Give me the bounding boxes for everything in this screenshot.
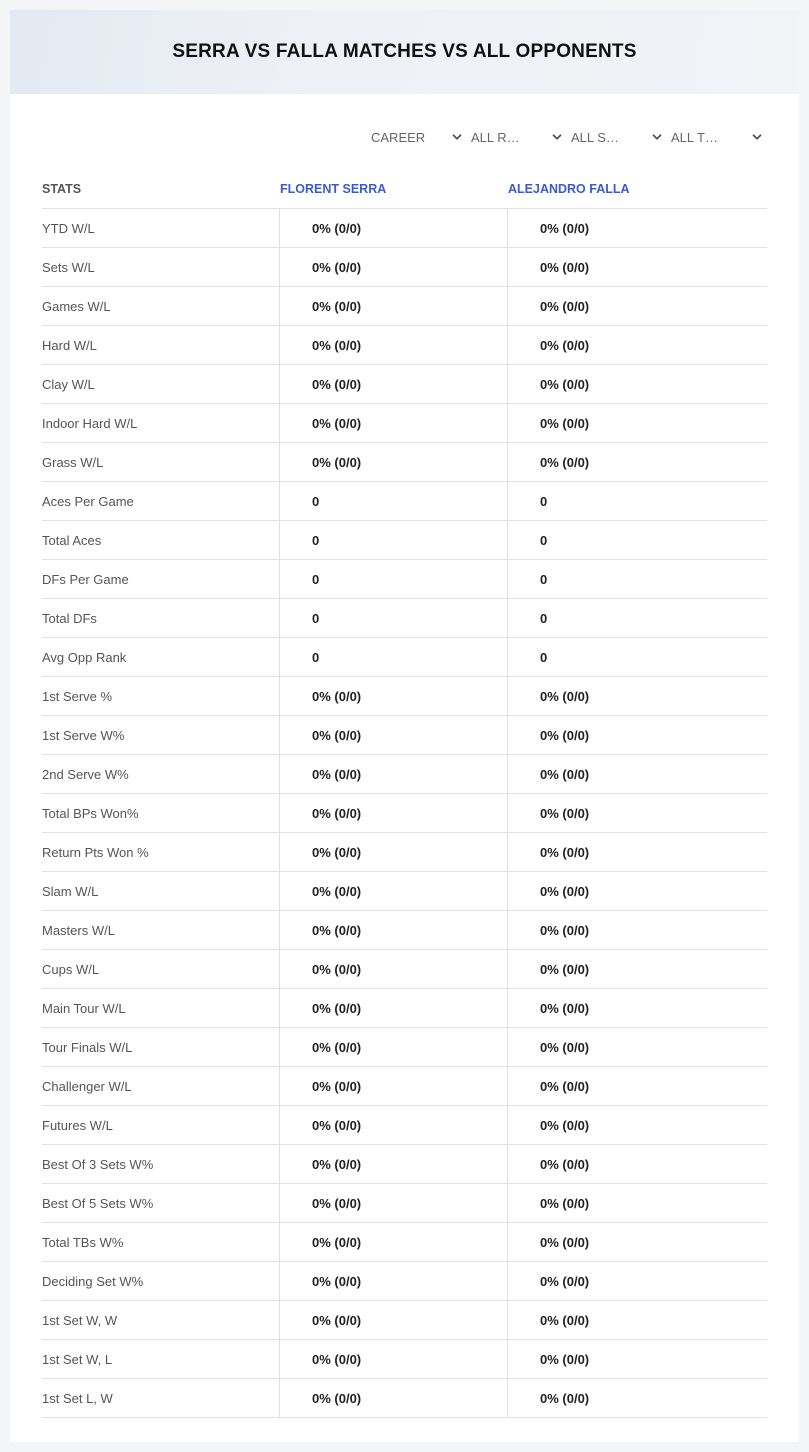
table-row <box>42 989 767 1028</box>
player2-value: 0% (0/0) <box>540 1390 590 1406</box>
player2-value: 0% (0/0) <box>540 454 590 470</box>
stat-label: Indoor Hard W/L <box>42 404 280 442</box>
surface-filter[interactable] <box>567 127 667 147</box>
player2-value: 0% (0/0) <box>540 1000 590 1016</box>
player1-value: 0% (0/0) <box>280 365 508 403</box>
player1-value: 0% (0/0) <box>280 1028 508 1066</box>
player2-value: 0% (0/0) <box>540 961 590 977</box>
stat-label: Masters W/L <box>42 911 280 949</box>
stat-label: Slam W/L <box>42 872 280 910</box>
stat-label: Sets W/L <box>42 248 280 286</box>
stat-label: Games W/L <box>42 287 280 325</box>
table-row <box>42 443 767 482</box>
stat-label: Grass W/L <box>42 443 280 481</box>
stat-label: Hard W/L <box>42 326 280 364</box>
table-row <box>42 1067 767 1106</box>
table-row <box>42 1223 767 1262</box>
player1-value: 0 <box>280 599 508 637</box>
player2-value: 0 <box>540 610 548 626</box>
player1-value: 0% (0/0) <box>280 950 508 988</box>
table-row <box>42 521 767 560</box>
table-row <box>42 1145 767 1184</box>
table-row <box>42 638 767 677</box>
table-row <box>42 482 767 521</box>
table-row <box>42 950 767 989</box>
player1-value: 0% (0/0) <box>280 989 508 1027</box>
player2-value: 0% (0/0) <box>540 1273 590 1289</box>
player2-value: 0% (0/0) <box>540 1195 590 1211</box>
player2-column-header[interactable]: ALEJANDRO FALLA <box>508 182 630 196</box>
table-row <box>42 1301 767 1340</box>
tournament-filter[interactable] <box>667 127 767 147</box>
page-title: SERRA VS FALLA MATCHES VS ALL OPPONENTS <box>172 41 637 62</box>
stat-label: Tour Finals W/L <box>42 1028 280 1066</box>
table-row <box>42 1106 767 1145</box>
table-row <box>42 755 767 794</box>
player2-value: 0% (0/0) <box>540 883 590 899</box>
player1-value: 0% (0/0) <box>280 248 508 286</box>
round-filter[interactable] <box>467 127 567 147</box>
player1-value: 0% (0/0) <box>280 1340 508 1378</box>
player2-value: 0% (0/0) <box>540 1312 590 1328</box>
player2-value: 0% (0/0) <box>540 1078 590 1094</box>
chevron-down-icon <box>651 131 663 143</box>
stat-label: Challenger W/L <box>42 1067 280 1105</box>
filter-value: ALL T… <box>671 129 718 145</box>
player1-value: 0% (0/0) <box>280 1262 508 1300</box>
table-row <box>42 716 767 755</box>
player2-value: 0 <box>540 493 548 509</box>
table-row <box>42 365 767 404</box>
stat-label: Return Pts Won % <box>42 833 280 871</box>
table-row <box>42 677 767 716</box>
player2-value: 0% (0/0) <box>540 1234 590 1250</box>
stat-label: Total DFs <box>42 599 280 637</box>
player2-value: 0% (0/0) <box>540 805 590 821</box>
player2-value: 0% (0/0) <box>540 1351 590 1367</box>
table-row <box>42 1340 767 1379</box>
player1-value: 0% (0/0) <box>280 833 508 871</box>
player1-value: 0% (0/0) <box>280 404 508 442</box>
player2-value: 0 <box>540 649 548 665</box>
table-row <box>42 794 767 833</box>
stat-label: YTD W/L <box>42 209 280 247</box>
filter-value: CAREER <box>371 129 426 145</box>
player1-value: 0% (0/0) <box>280 287 508 325</box>
player1-value: 0% (0/0) <box>280 209 508 247</box>
player2-value: 0% (0/0) <box>540 922 590 938</box>
player1-value: 0% (0/0) <box>280 1145 508 1183</box>
player1-value: 0% (0/0) <box>280 1223 508 1261</box>
stat-label: Deciding Set W% <box>42 1262 280 1300</box>
table-row <box>42 560 767 599</box>
player2-value: 0 <box>540 532 548 548</box>
stats-table <box>42 170 767 1418</box>
player1-column-header[interactable]: FLORENT SERRA <box>280 182 387 196</box>
table-body <box>42 209 767 1418</box>
player1-value: 0% (0/0) <box>280 872 508 910</box>
player1-value: 0% (0/0) <box>280 677 508 715</box>
player1-value: 0% (0/0) <box>280 1067 508 1105</box>
filter-value: ALL S… <box>571 129 619 145</box>
table-row <box>42 248 767 287</box>
player1-value: 0% (0/0) <box>280 1106 508 1144</box>
table-row <box>42 1184 767 1223</box>
chevron-down-icon <box>751 131 763 143</box>
player1-value: 0% (0/0) <box>280 1301 508 1339</box>
stat-label: 2nd Serve W% <box>42 755 280 793</box>
player1-value: 0% (0/0) <box>280 716 508 754</box>
table-row <box>42 1028 767 1067</box>
player1-value: 0 <box>280 638 508 676</box>
stat-label: Clay W/L <box>42 365 280 403</box>
player2-value: 0% (0/0) <box>540 1039 590 1055</box>
player1-value: 0% (0/0) <box>280 326 508 364</box>
player1-value: 0% (0/0) <box>280 794 508 832</box>
stat-label: Best Of 3 Sets W% <box>42 1145 280 1183</box>
player2-value: 0% (0/0) <box>540 415 590 431</box>
player2-value: 0% (0/0) <box>540 259 590 275</box>
table-row <box>42 911 767 950</box>
stat-label: Avg Opp Rank <box>42 638 280 676</box>
stats-column-header: STATS <box>42 182 82 196</box>
table-row <box>42 833 767 872</box>
player2-value: 0% (0/0) <box>540 727 590 743</box>
player2-value: 0% (0/0) <box>540 298 590 314</box>
player2-value: 0% (0/0) <box>540 844 590 860</box>
player2-value: 0 <box>540 571 548 587</box>
stat-label: 1st Set W, W <box>42 1301 280 1339</box>
player2-value: 0% (0/0) <box>540 337 590 353</box>
stat-label: Total Aces <box>42 521 280 559</box>
player1-value: 0% (0/0) <box>280 1379 508 1417</box>
stat-label: DFs Per Game <box>42 560 280 598</box>
player2-value: 0% (0/0) <box>540 1156 590 1172</box>
stat-label: Main Tour W/L <box>42 989 280 1027</box>
player2-value: 0% (0/0) <box>540 688 590 704</box>
table-row <box>42 599 767 638</box>
table-row <box>42 872 767 911</box>
stat-label: 1st Set L, W <box>42 1379 280 1417</box>
chevron-down-icon <box>551 131 563 143</box>
stat-label: Futures W/L <box>42 1106 280 1144</box>
player1-value: 0% (0/0) <box>280 911 508 949</box>
table-row <box>42 404 767 443</box>
stat-label: Best Of 5 Sets W% <box>42 1184 280 1222</box>
player2-value: 0% (0/0) <box>540 220 590 236</box>
player1-value: 0 <box>280 560 508 598</box>
stat-label: Aces Per Game <box>42 482 280 520</box>
table-row <box>42 209 767 248</box>
stat-label: 1st Serve W% <box>42 716 280 754</box>
player1-value: 0% (0/0) <box>280 443 508 481</box>
stat-label: 1st Serve % <box>42 677 280 715</box>
player2-value: 0% (0/0) <box>540 376 590 392</box>
table-row <box>42 326 767 365</box>
filter-bar <box>367 127 767 147</box>
time-filter[interactable] <box>367 127 467 147</box>
stat-label: 1st Set W, L <box>42 1340 280 1378</box>
player2-value: 0% (0/0) <box>540 1117 590 1133</box>
player1-value: 0 <box>280 482 508 520</box>
chevron-down-icon <box>451 131 463 143</box>
player2-value: 0% (0/0) <box>540 766 590 782</box>
table-row <box>42 1262 767 1301</box>
player1-value: 0% (0/0) <box>280 1184 508 1222</box>
stats-card <box>10 10 799 1442</box>
table-row <box>42 1379 767 1418</box>
stat-label: Total BPs Won% <box>42 794 280 832</box>
table-header <box>42 170 767 209</box>
player1-value: 0 <box>280 521 508 559</box>
stat-label: Cups W/L <box>42 950 280 988</box>
stat-label: Total TBs W% <box>42 1223 280 1261</box>
player1-value: 0% (0/0) <box>280 755 508 793</box>
table-row <box>42 287 767 326</box>
card-header <box>10 10 799 94</box>
filter-value: ALL R… <box>471 129 520 145</box>
